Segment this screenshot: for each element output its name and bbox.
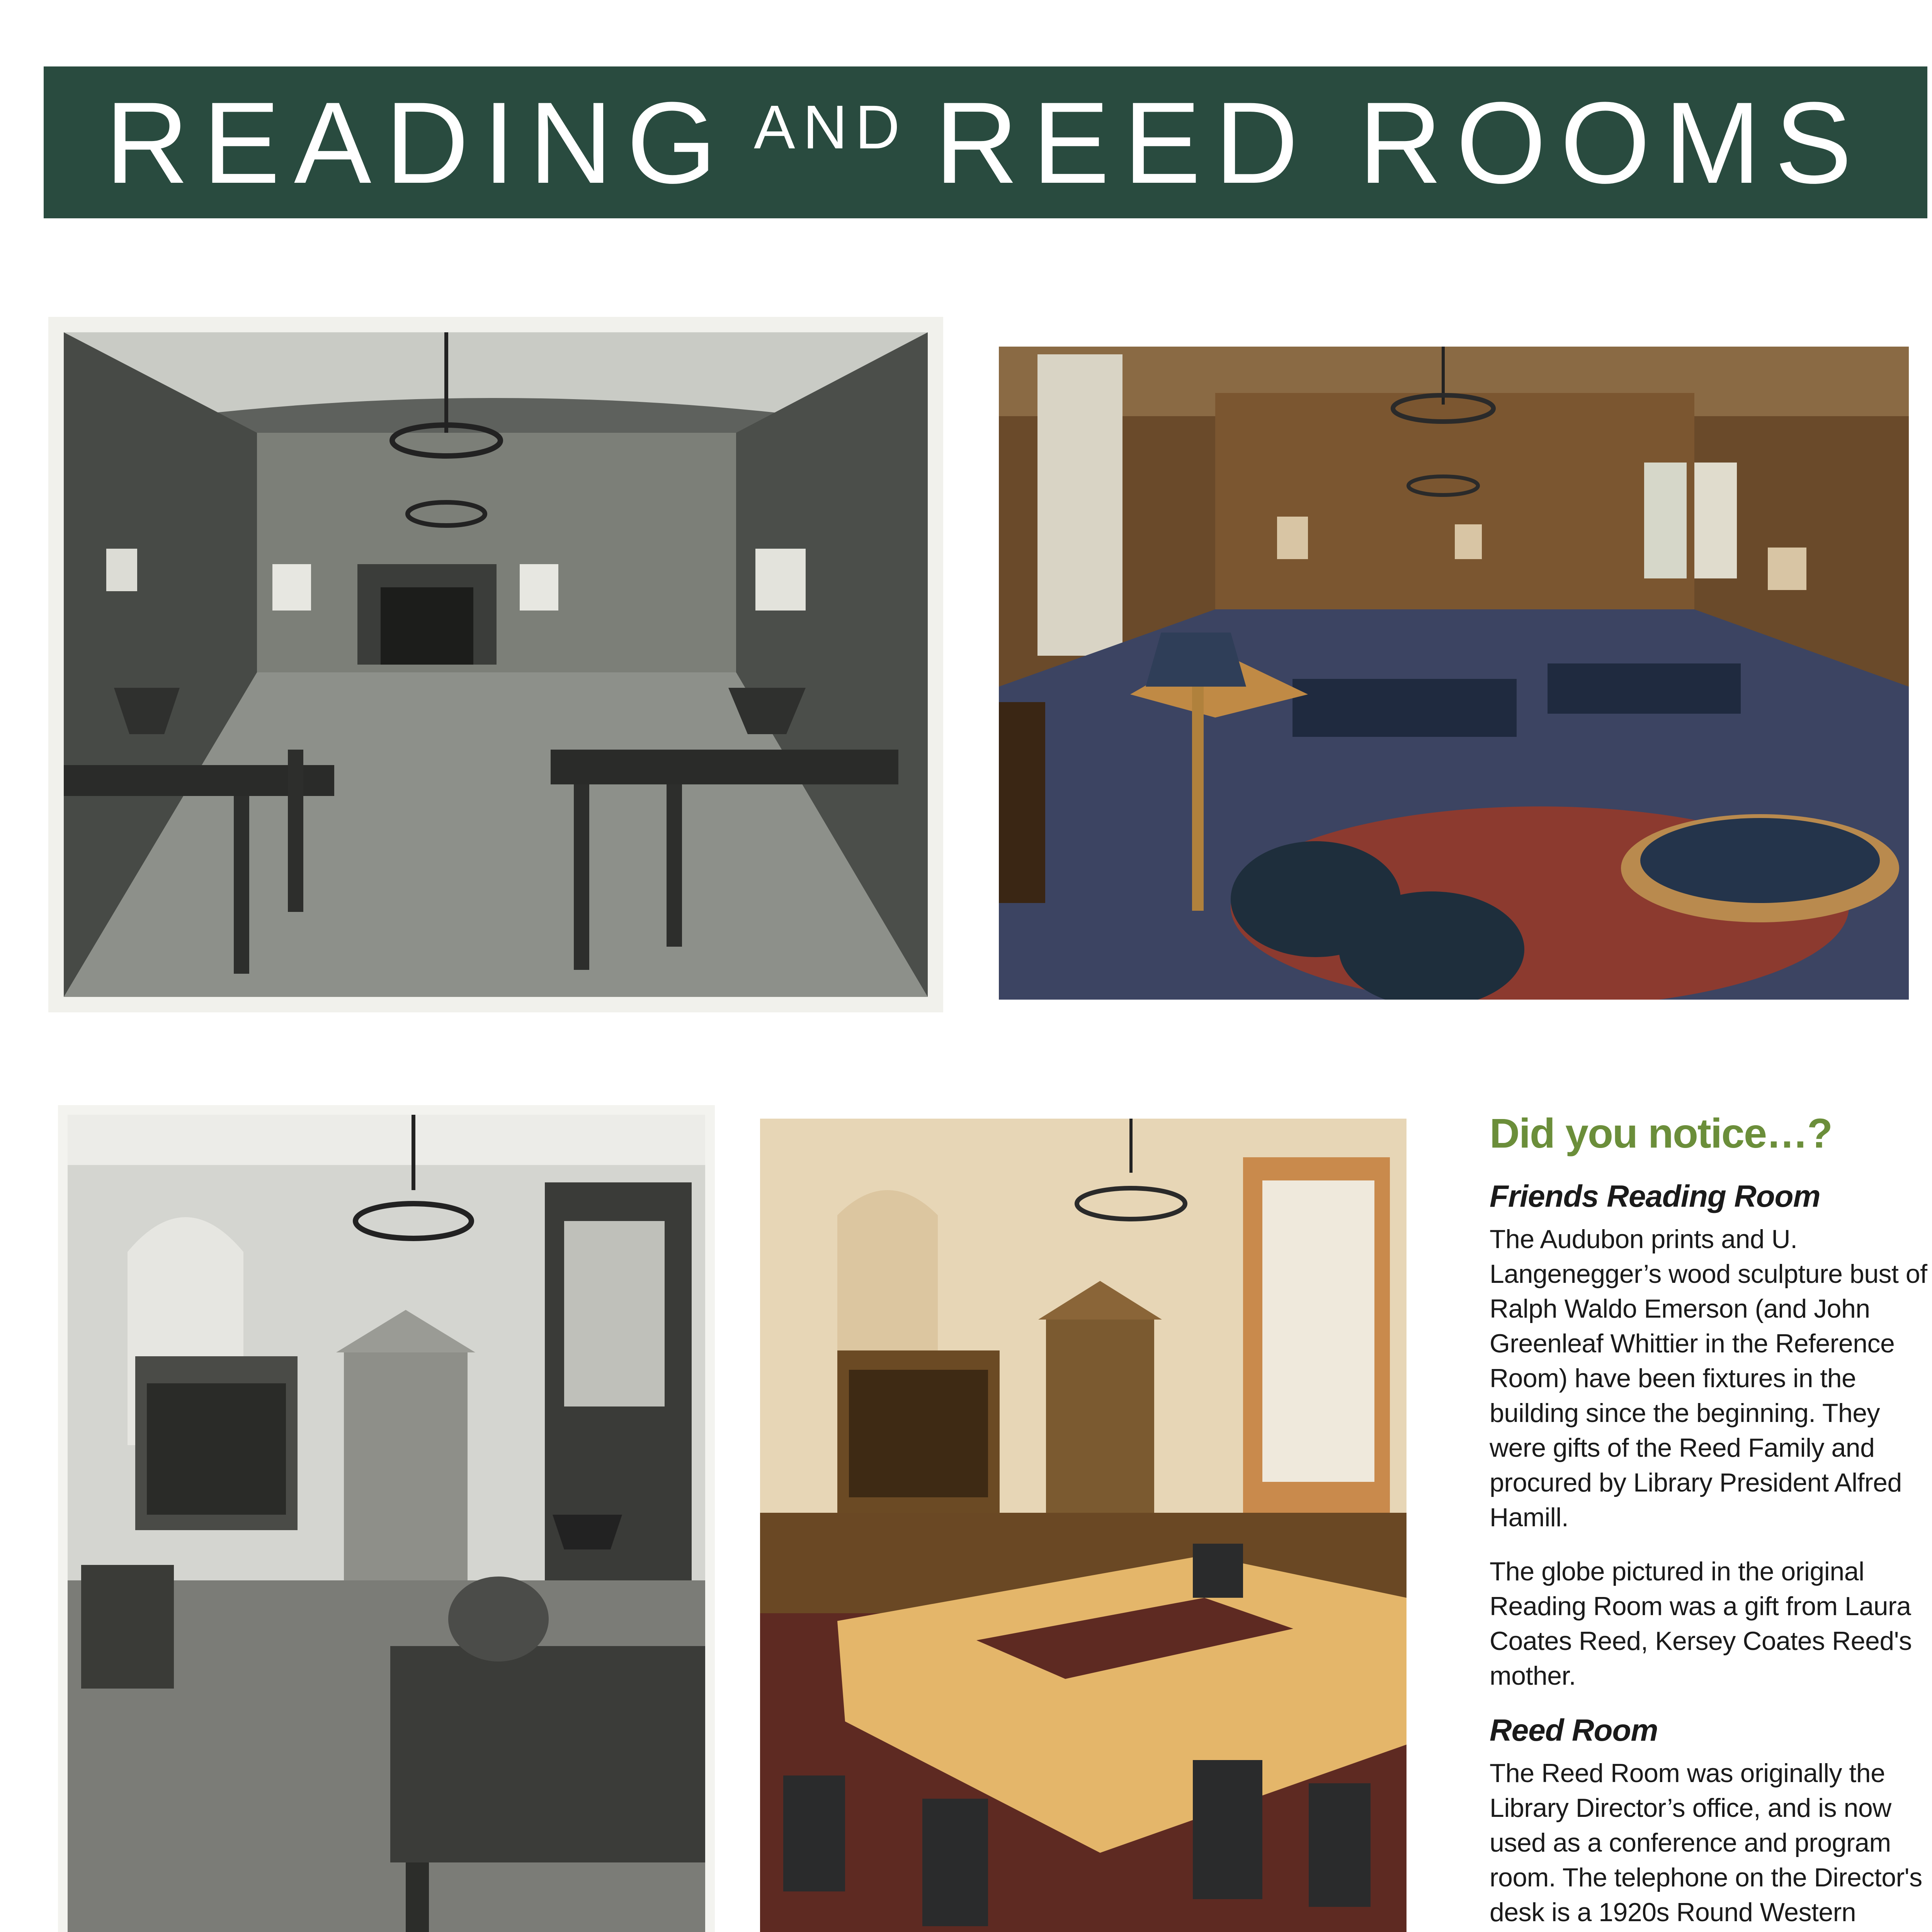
did-you-notice-panel [1490, 1109, 1932, 1932]
photo-reed-room-then [58, 1105, 715, 1932]
section-title-friends-reading-room: Friends Reading Room [1490, 1179, 1820, 1213]
title-reading: READING [105, 77, 731, 207]
photo-reed-room-now [760, 1119, 1406, 1932]
friends-reading-room-paragraph-2: The globe pictured in the original Reading Room was a gift from Laura Coates Reed, Kersey Coates Reed's mother. [1490, 1557, 1912, 1690]
photo-reading-room-now [999, 347, 1909, 1000]
did-you-notice-heading: Did you notice…? [1490, 1110, 1832, 1156]
photo-reading-room-then [48, 317, 943, 1012]
reed-room-paragraph-1: The Reed Room was originally the Library Director’s office, and is now used as a conference and program room. The telephone on the Director's desk is a 1920s Round Western [1490, 1759, 1922, 1927]
title-and: AND [753, 92, 908, 162]
title-banner [44, 66, 1927, 218]
section-title-reed-room: Reed Room [1490, 1713, 1658, 1747]
friends-reading-room-paragraph-1: The Audubon prints and U. Langenegger’s wood sculpture bust of Ralph Waldo Emerson (and John Greenleaf Whittier in the Reference Room) have been fixtures in the building since the beginning. They were gifts of the Reed Family and procured by Library President Alfred Hamill. [1490, 1225, 1927, 1532]
title-reed-rooms: REED ROOMS [934, 77, 1866, 207]
